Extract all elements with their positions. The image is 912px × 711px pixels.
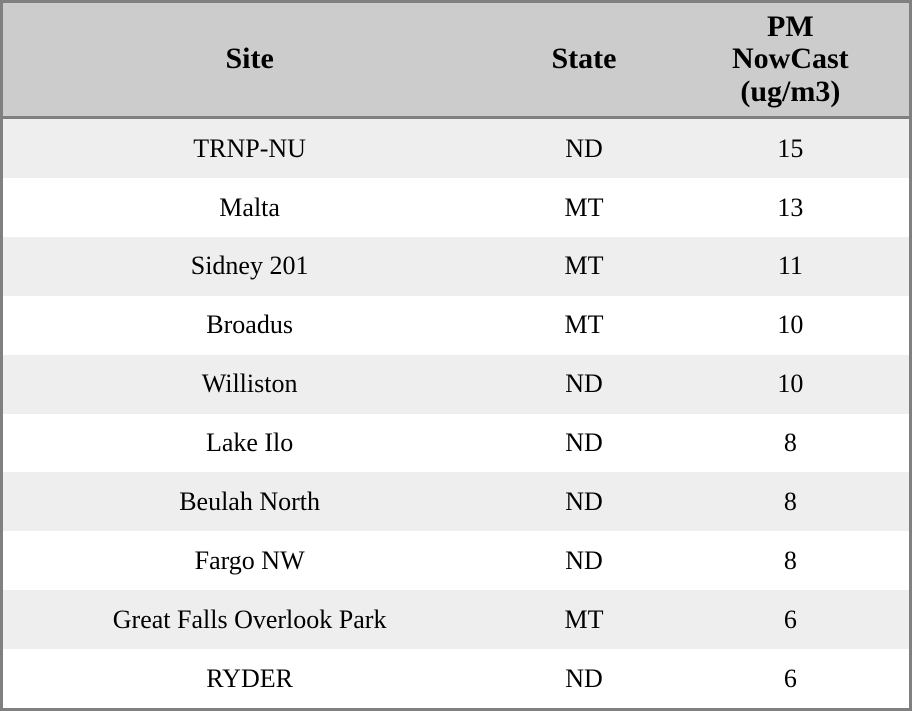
table-row <box>3 531 909 590</box>
cell-state: ND <box>565 663 603 693</box>
cell-pm: 6 <box>783 663 797 693</box>
column-header-state: State <box>496 3 671 118</box>
cell-pm: 10 <box>777 369 804 399</box>
column-header-pm-line2: NowCast <box>732 42 849 76</box>
table-row <box>3 590 909 649</box>
table-row <box>3 296 909 355</box>
cell-site: Williston <box>201 369 298 399</box>
column-header-site: Site <box>3 3 496 118</box>
table-body <box>3 118 909 708</box>
table-row <box>3 472 909 531</box>
table-row <box>3 118 909 178</box>
column-header-pm-line3: (ug/m3) <box>740 74 841 108</box>
table-row <box>3 355 909 414</box>
cell-pm: 15 <box>777 133 804 163</box>
cell-site: Beulah North <box>179 486 321 516</box>
table-header <box>3 3 909 118</box>
table-row <box>3 178 909 237</box>
cell-site: Broadus <box>206 310 293 340</box>
cell-state: ND <box>565 133 603 163</box>
column-header-pm-nowcast <box>672 3 909 118</box>
column-header-pm-line1: PM <box>767 10 814 43</box>
cell-site: Fargo NW <box>194 545 305 575</box>
cell-pm: 10 <box>777 310 804 340</box>
air-quality-table <box>3 3 909 708</box>
cell-state: MT <box>564 310 604 340</box>
cell-site: RYDER <box>206 663 293 693</box>
table-row <box>3 649 909 708</box>
cell-site: Malta <box>219 192 280 222</box>
cell-state: MT <box>564 604 604 634</box>
cell-site: TRNP-NU <box>193 133 306 163</box>
cell-state: ND <box>565 545 603 575</box>
cell-pm: 13 <box>777 192 804 222</box>
cell-pm: 8 <box>783 545 797 575</box>
cell-site: Sidney 201 <box>190 251 309 281</box>
cell-pm: 8 <box>783 486 797 516</box>
cell-state: ND <box>565 369 603 399</box>
cell-pm: 8 <box>783 428 797 457</box>
cell-site: Lake Ilo <box>205 428 294 457</box>
cell-pm: 11 <box>777 251 803 281</box>
cell-state: ND <box>565 428 603 457</box>
cell-state: ND <box>565 486 603 516</box>
table-row <box>3 414 909 473</box>
table-header-row <box>3 3 909 118</box>
cell-state: MT <box>564 251 604 281</box>
table-row <box>3 237 909 296</box>
cell-pm: 6 <box>783 604 797 634</box>
cell-site: Great Falls Overlook Park <box>112 604 387 634</box>
cell-state: MT <box>564 192 604 222</box>
